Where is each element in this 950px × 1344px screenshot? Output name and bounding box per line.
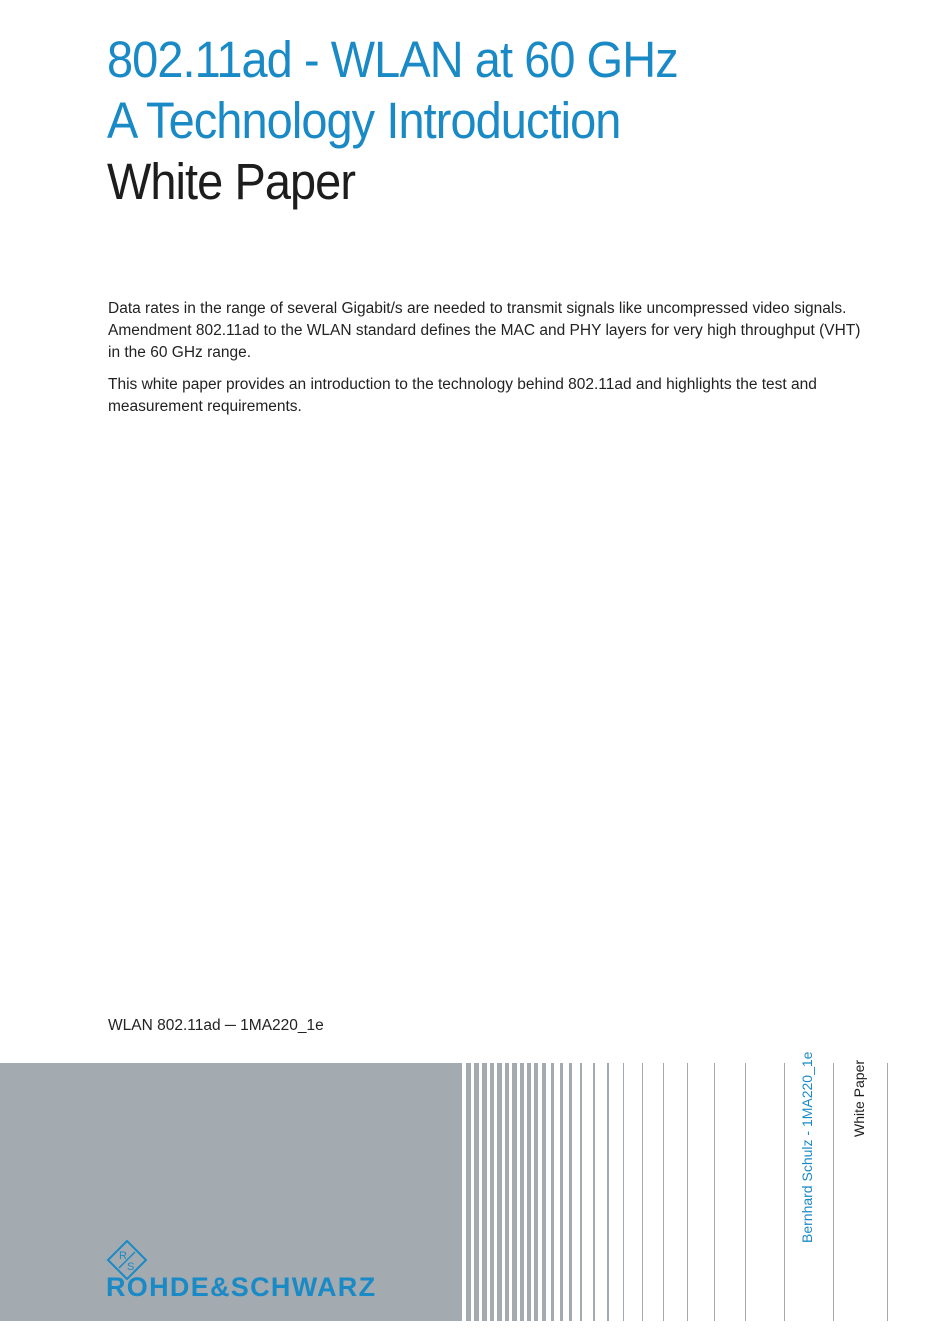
abstract-paragraph-1: Data rates in the range of several Gigabit/s are needed to transmit signals like uncompressed video signals. Amendment 802.11ad to the WLAN standard defines the MAC and PHY layers for very high throughput (VHT) in the 60 GHz range. <box>108 300 861 361</box>
document-type-heading: White Paper <box>107 153 356 210</box>
title-line-2: A Technology Introduction <box>107 92 621 149</box>
title-line-1: 802.11ad - WLAN at 60 GHz <box>107 31 678 88</box>
svg-text:R: R <box>119 1250 127 1262</box>
footer-author-code: Bernhard Schulz - 1MA220_1e <box>799 1051 815 1243</box>
svg-text:S: S <box>127 1261 135 1273</box>
abstract-paragraph-2: This white paper provides an introduction to the technology behind 802.11ad and highlights the test and measurement requirements. <box>108 376 817 415</box>
footer-doc-type: White Paper <box>851 1059 867 1137</box>
rohde-schwarz-wordmark: ROHDE&SCHWARZ <box>106 1272 377 1302</box>
document-number: WLAN 802.11ad ─ 1MA220_1e <box>108 1017 324 1034</box>
